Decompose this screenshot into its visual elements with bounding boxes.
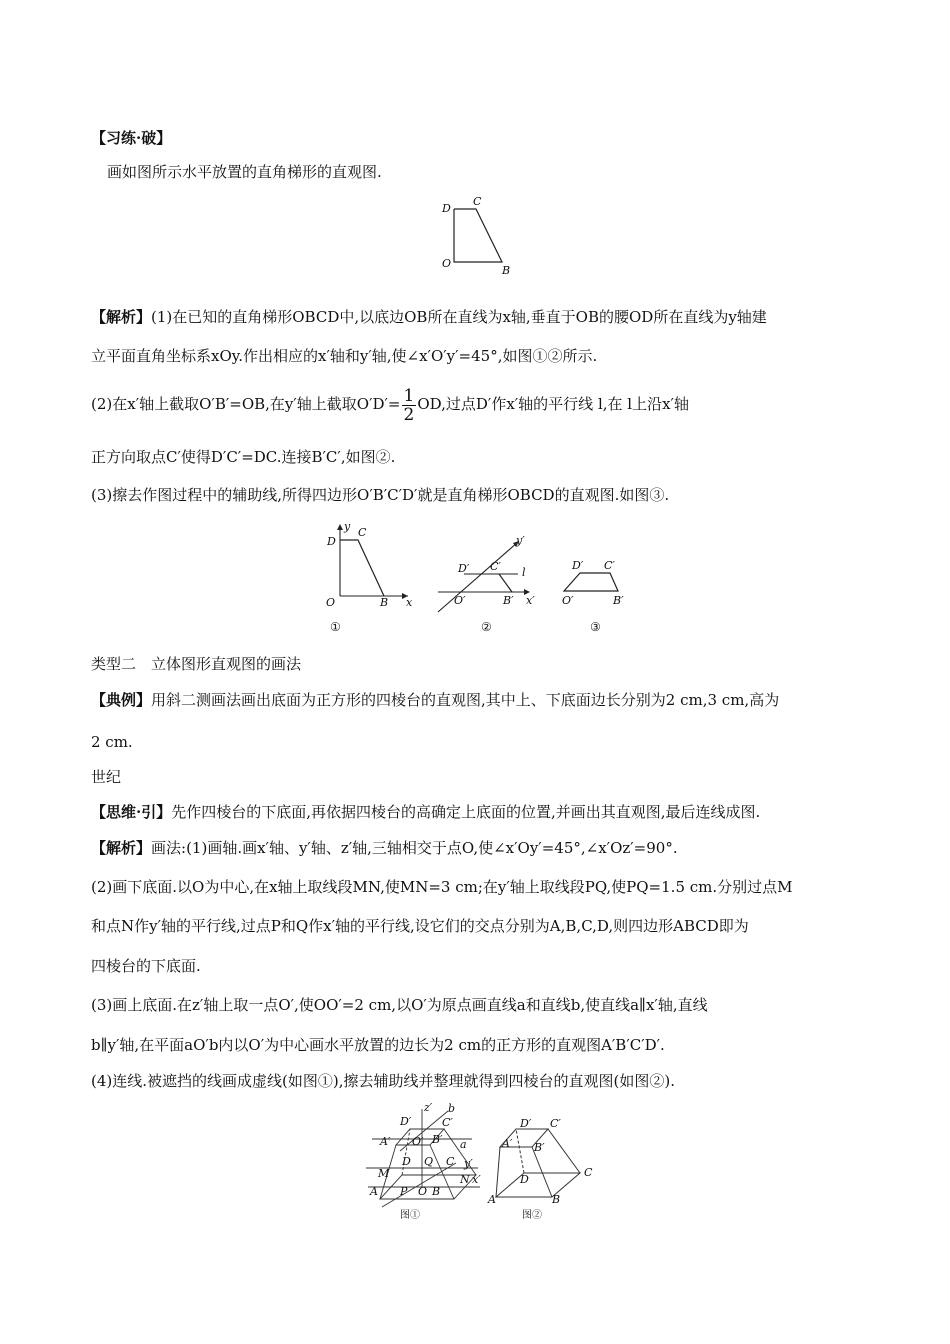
solution-step1a xyxy=(91,306,767,328)
step3-line-a: (3)画上底面.在z′轴上取一点O′,使OO′=2 cm,以O′为原点画直线a和直线b,使直线a∥x′轴,直线 xyxy=(91,996,708,1014)
fa-a-bottom: A xyxy=(370,1185,378,1198)
fa-n: N xyxy=(460,1173,470,1186)
f3-c: C′ xyxy=(604,559,615,572)
solution-step1b: 立平面直角坐标系xOy.作出相应的x′轴和y′轴,使∠x′O′y′=45°,如图①②所示. xyxy=(91,347,598,365)
fb-d: D xyxy=(520,1173,529,1186)
f3-o: O′ xyxy=(562,594,574,607)
example-label: 【典例】 xyxy=(91,691,152,709)
solution-step3: (3)擦去作图过程中的辅助线,所得四边形O′B′C′D′就是直角梯形OBCD的直观图.如图③. xyxy=(91,486,670,504)
frac-denominator: 2 xyxy=(403,404,415,425)
siwei-line xyxy=(91,801,760,823)
jiexi-line-1 xyxy=(91,837,678,859)
f1-b: B xyxy=(380,596,389,609)
fa-x: x′ xyxy=(472,1173,481,1186)
example-line-b: 2 cm. xyxy=(91,733,133,751)
fb-a: A xyxy=(488,1193,496,1206)
f2-b: B′ xyxy=(503,594,514,607)
fb-b1: B′ xyxy=(534,1141,545,1154)
label-d: D xyxy=(442,202,451,215)
fa-m: M xyxy=(378,1167,390,1180)
figure-1 xyxy=(326,520,413,634)
f2-l: l xyxy=(522,566,526,579)
fa-b: b xyxy=(448,1103,456,1115)
fa-a1: A′ xyxy=(380,1135,391,1148)
figure-row-oblique xyxy=(318,516,638,640)
problem-text: 画如图所示水平放置的直角梯形的直观图. xyxy=(107,163,382,181)
fa-d1: D′ xyxy=(400,1115,412,1128)
step2a-post: OD,过点D′作x′轴的平行线 l,在 l上沿x′轴 xyxy=(417,395,689,413)
caption-fig-b: 图② xyxy=(522,1210,542,1221)
step1a-text: (1)在已知的直角梯形OBCD中,以底边OB所在直线为x轴,垂直于OB的腰OD所在直线为y轴建 xyxy=(151,308,767,326)
fa-a: a xyxy=(460,1138,467,1151)
siwei-label: 【思维·引】 xyxy=(91,803,172,821)
fa-b1: B′ xyxy=(432,1133,443,1146)
figure-2 xyxy=(438,534,535,634)
fa-o1: O′ xyxy=(412,1135,424,1148)
f1-y: y xyxy=(344,520,351,533)
frac-numerator: 1 xyxy=(403,385,415,406)
fa-d: D xyxy=(402,1155,411,1168)
f3-b: B′ xyxy=(613,594,624,607)
fa-z: z′ xyxy=(424,1103,433,1114)
fb-c1: C′ xyxy=(550,1117,561,1130)
f2-d: D′ xyxy=(458,562,470,575)
example-a-text: 用斜二测画法画出底面为正方形的四棱台的直观图,其中上、下底面边长分别为2 cm,3 cm,高为 xyxy=(151,691,780,709)
f1-d: D xyxy=(327,535,336,548)
fb-c: C xyxy=(584,1166,593,1179)
f1-o: O xyxy=(326,596,336,609)
s1-text: 画法:(1)画轴.画x′轴、y′轴、z′轴,三轴相交于点O,使∠x′Oy′=45°,∠x′Oz′=90°. xyxy=(151,839,678,857)
label-o: O xyxy=(442,257,452,270)
fb-d1: D′ xyxy=(520,1117,532,1130)
f1-c: C xyxy=(358,526,367,539)
fa-y: y′ xyxy=(464,1157,473,1170)
fa-b-bottom: B xyxy=(432,1185,441,1198)
figure-trapezoid xyxy=(430,192,520,276)
f2-y: y′ xyxy=(516,534,525,547)
jiexi-label-2: 【解析】 xyxy=(91,839,152,857)
step4-line: (4)连线.被遮挡的线画成虚线(如图①),擦去辅助线并整理就得到四棱台的直观图(如图②). xyxy=(91,1072,675,1090)
shiji-text: 世纪 xyxy=(91,768,122,786)
label-b: B xyxy=(502,264,511,276)
f2-x: x′ xyxy=(526,594,535,607)
fa-c1: C′ xyxy=(442,1116,453,1129)
caption-1: ① xyxy=(330,620,341,634)
step2-line-c: 四棱台的下底面. xyxy=(91,957,201,975)
figure-3 xyxy=(562,559,624,634)
example-line-a xyxy=(91,689,779,711)
fa-p: P xyxy=(400,1185,408,1198)
fb-a1: A′ xyxy=(502,1137,513,1150)
fa-q: Q xyxy=(424,1155,434,1168)
figure-frustum-row xyxy=(360,1103,620,1223)
caption-3: ③ xyxy=(590,620,601,634)
step3-line-b: b∥y′轴,在平面aO′b内以O′为中心画水平放置的边长为2 cm的正方形的直观图A′B′C′D′. xyxy=(91,1036,665,1054)
f1-x: x xyxy=(406,596,413,609)
step2-line-b: 和点N作y′轴的平行线,过点P和Q作x′轴的平行线,设它们的交点分别为A,B,C,D,则四边形ABCD即为 xyxy=(91,917,749,935)
fa-o: O xyxy=(418,1185,428,1198)
caption-2: ② xyxy=(481,620,492,634)
step2-line-a: (2)画下底面.以O为中心,在x轴上取线段MN,使MN=3 cm;在y′轴上取线段PQ,使PQ=1.5 cm.分别过点M xyxy=(91,878,793,896)
solution-step2a xyxy=(91,384,689,424)
fa-c: C xyxy=(446,1155,455,1168)
fb-b: B xyxy=(552,1193,561,1206)
step2a-pre: (2)在x′轴上截取O′B′=OB,在y′轴上截取O′D′= xyxy=(91,395,401,413)
jiexi-label: 【解析】 xyxy=(91,308,152,326)
f2-c: C′ xyxy=(490,560,501,573)
caption-fig-a: 图① xyxy=(400,1210,420,1221)
siwei-text: 先作四棱台的下底面,再依据四棱台的高确定上底面的位置,并画出其直观图,最后连线成图. xyxy=(171,803,761,821)
label-c: C xyxy=(473,195,482,208)
section-heading: 【习练·破】 xyxy=(91,129,172,147)
f2-o: O′ xyxy=(454,594,466,607)
fraction-one-half xyxy=(402,387,417,424)
type-title: 类型二 立体图形直观图的画法 xyxy=(91,655,302,673)
solution-step2b: 正方向取点C′使得D′C′=DC.连接B′C′,如图②. xyxy=(91,448,396,466)
f3-d: D′ xyxy=(572,559,584,572)
figure-frustum-labels-1 xyxy=(369,1103,481,1221)
